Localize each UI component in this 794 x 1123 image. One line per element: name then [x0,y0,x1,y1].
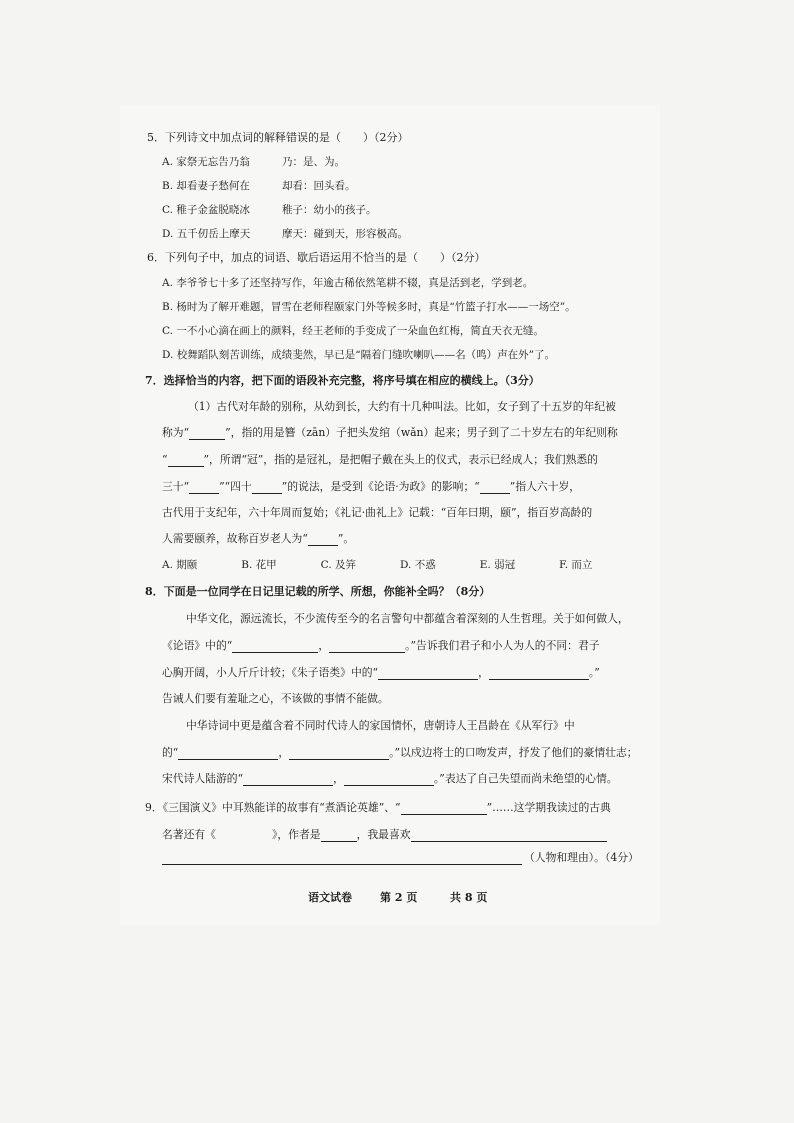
q8-text: ， [478,666,489,679]
q7-line-2 [162,426,618,440]
q7-choice-b: B. 花甲 [241,559,277,571]
q7-line-4 [162,480,580,494]
q6-option-b: B. 杨时为了解开难题，冒雪在老师程颐家门外等候多时，真是“竹篮子打水——一场空”。 [162,301,576,313]
q8-p1-line-3 [162,666,600,680]
footer-page: 第 2 页 [380,891,418,904]
q8-text: 。”告诉我们君子和小人为人的不同：君子 [405,639,600,652]
q9-line-3: （人物和理由）。（4分） [524,851,639,864]
q8-text: 。”表达了自己失望而尚未绝望的心情。 [433,772,618,785]
q5-option-c: C. 稚子金盆脱晓冰 [162,204,250,216]
q7-text: ”的说法，是受到《论语·为政》的影响；“ [281,480,480,493]
q8-blank-1[interactable] [232,640,318,653]
q6-option-c: C. 一不小心滴在画上的颜料，经王老师的手变成了一朵血色红梅，简直天衣无缝。 [162,325,544,337]
q8-text: 。”以戍边将士的口吻发声，抒发了他们的豪情壮志； [389,746,638,759]
q9-answer-line[interactable] [162,864,522,865]
q8-p2-line-3 [162,772,618,786]
q7-text: ”，所谓“冠”，指的是冠礼，是把帽子戴在头上的仪式，表示已经成人；我们熟悉的 [203,453,598,466]
q7-choices [162,558,636,572]
q7-text: 人需要颐养，故称百岁老人为“ [162,532,308,545]
q9-text: 9．《三国演义》中耳熟能详的故事有“煮酒论英雄”、“ [145,801,401,814]
q5-option-b-note: 却看：回头看。 [282,180,356,192]
q5-option-a: A. 家祭无忘告乃翁 [162,156,250,168]
q8-text: 心胸开阔，小人斤斤计较；《朱子语类》中的“ [162,666,379,679]
footer-total: 共 8 页 [450,891,488,904]
q8-blank-3[interactable] [378,667,478,680]
q7-line-5: 古代用于支纪年，六十年周而复始；《礼记·曲礼上》记载：“百年曰期，颐”，指百岁高龄的 [162,506,593,519]
q5-option-a-note: 乃：是、为。 [282,156,345,168]
q5-option-b: B. 却看妻子愁何在 [162,180,250,192]
q8-text: 。” [588,666,600,679]
q7-choice-d: D. 不惑 [400,559,436,571]
q7-line-1: （1）古代对年龄的别称，从幼到长，大约有十几种叫法。比如，女子到了十五岁的年纪被 [188,400,616,413]
q7-text: 三十“ [162,480,190,493]
q9-line-1 [145,801,611,815]
q5-option-c-note: 稚子：幼小的孩子。 [282,204,377,216]
q8-text: 的“ [162,746,179,759]
q7-choice-a: A. 期颐 [162,559,198,571]
q8-p1-line-1: 中华文化，源远流长，不少流传至今的名言警句中都蕴含着深刻的人生哲理。关于如何做人， [186,612,629,625]
q7-text: “ [162,453,168,466]
q7-text: ”，指的用是簪（zān）子把头发绾（wǎn）起来；男子到了二十岁左右的年纪则称 [225,426,618,439]
q8-stem: 8．下面是一位同学在日记里记载的所学、所想，你能补全吗？（8分） [145,585,491,598]
q6-option-d: D. 校舞蹈队刻苦训练，成绩斐然，早已是“隔着门缝吹喇叭——名（鸣）声在外”了。 [162,349,555,361]
q5-stem: 5．下列诗文中加点词的解释错误的是（ ）（2分） [147,131,409,144]
q8-blank-4[interactable] [489,667,589,680]
q9-text: 名著还有《 [162,828,216,841]
q8-text: ， [333,772,344,785]
q7-choice-f: F. 而立 [559,559,593,571]
q7-blank-6[interactable] [308,533,338,546]
q7-stem: 7．选择恰当的内容，把下面的语段补充完整，将序号填在相应的横线上。（3分） [145,374,540,387]
q7-blank-5[interactable] [480,481,510,494]
q8-blank-6[interactable] [289,747,389,760]
q9-blank-favorite[interactable] [411,829,607,842]
q8-blank-2[interactable] [329,640,405,653]
q9-line-2 [162,828,607,842]
q9-text: ，我最喜欢 [356,828,411,841]
q8-p2-line-1: 中华诗词中更是蕴含着不同时代诗人的家国情怀，唐朝诗人王昌龄在《从军行》中 [186,719,575,732]
q7-text: ”。 [337,532,355,545]
q7-blank-1[interactable] [189,427,225,440]
q8-blank-7[interactable] [243,773,333,786]
q7-choice-c: C. 及笄 [320,559,357,571]
q8-blank-8[interactable] [344,773,434,786]
q8-text: 宋代诗人陆游的“ [162,772,244,785]
q7-text: ”指人六十岁， [509,480,581,493]
q8-text: 《论语》中的“ [162,639,233,652]
q8-p1-line-2 [162,639,600,653]
q7-text: 称为“ [162,426,190,439]
footer-subject: 语文试卷 [308,891,352,904]
q8-text: ， [318,639,330,652]
q7-blank-3[interactable] [189,481,219,494]
q8-blank-5[interactable] [178,747,278,760]
q9-text: ”……这学期我读过的古典 [486,801,611,814]
q9-blank-author[interactable] [321,829,357,842]
q7-text: ”“四十 [219,480,252,493]
q7-line-3 [162,453,598,467]
q8-p2-line-2 [162,746,638,760]
q5-option-d: D. 五千仞岳上摩天 [162,228,251,240]
q7-blank-4[interactable] [252,481,282,494]
q6-stem: 6．下列句子中，加点的词语、歇后语运用不恰当的是（ ）（2分） [147,251,486,264]
q5-option-d-note: 摩天：碰到天，形容极高。 [282,228,408,240]
q7-choice-e: E. 弱冠 [479,559,516,571]
q9-text: 》，作者是 [271,828,321,841]
q8-p1-line-4: 告诫人们要有羞耻之心，不该做的事情不能做。 [162,692,389,705]
q7-blank-2[interactable] [168,454,204,467]
q7-line-6 [162,532,354,546]
q6-option-a: A. 李爷爷七十多了还坚持写作，年逾古稀依然笔耕不辍，真是活到老，学到老。 [162,277,534,289]
q8-text: ， [278,746,290,759]
q9-blank-1[interactable] [401,802,487,815]
